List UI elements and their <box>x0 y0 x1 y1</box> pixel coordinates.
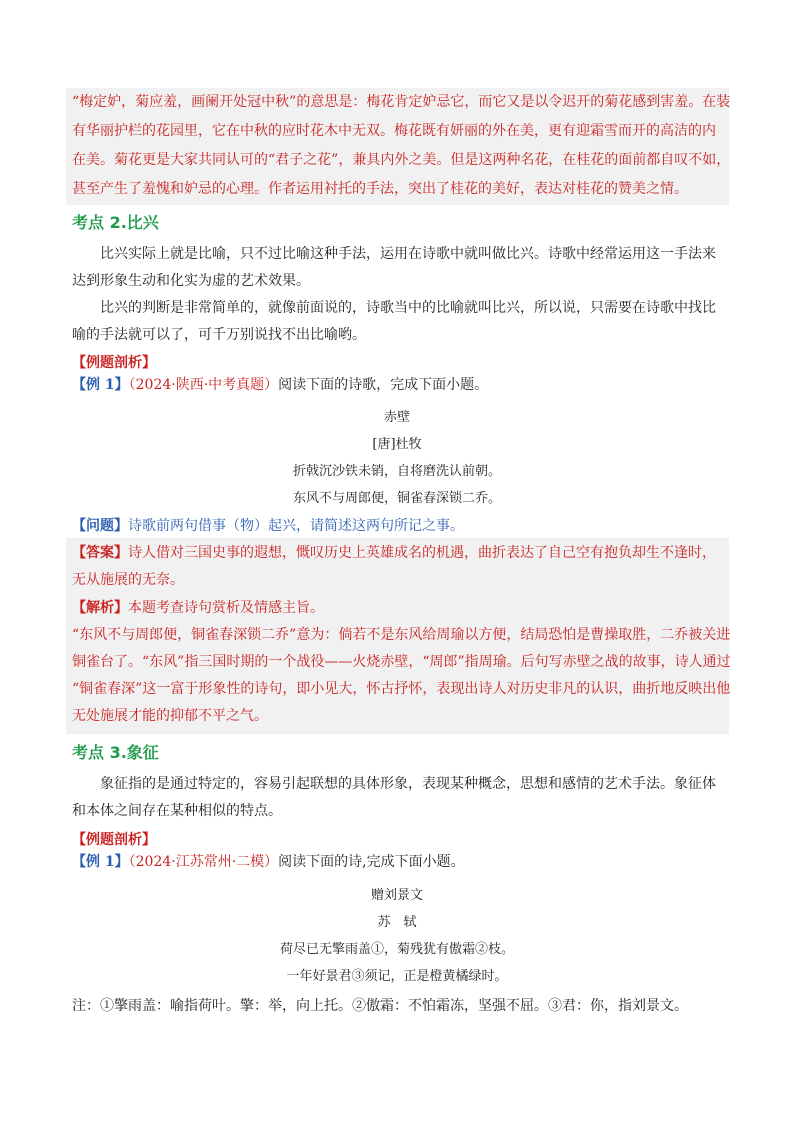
poem-2-title: 赠刘景文 <box>370 888 423 903</box>
poem-2-author: 苏 轼 <box>377 915 417 930</box>
analysis-detail-line-1: “东风不与周郎便，铜雀春深锁二乔”意为：倘若不是东风给周瑜以方便，结局恐怕是曹操取胜，二乔被关进 <box>72 627 731 643</box>
poem-author: [唐]杜牧 <box>372 437 422 452</box>
example-header: 【例题剖析】 <box>72 355 156 371</box>
poem-2-note: 注：①擎雨盖：喻指荷叶。擎：举，向上托。②傲霜：不怕霜冻，坚强不屈。③君：你，指刘景文。 <box>72 998 688 1014</box>
example-header-2: 【例题剖析】 <box>72 832 156 848</box>
xiangzheng-para-line-1: 象征指的是通过特定的，容易引起联想的具体形象，表现某种概念，思想和感情的艺术手法。象征体 <box>100 776 716 792</box>
question-text: 诗歌前两句借事（物）起兴，请简述这两句所记之事。 <box>128 518 464 534</box>
poem-2-line-1: 荷尽已无擎雨盖①，菊残犹有傲霜②枝。 <box>279 942 514 957</box>
poem-line-2: 东风不与周郎便，铜雀春深锁二乔。 <box>292 491 501 506</box>
xiangzheng-para-line-2: 和本体之间存在某种相似的特点。 <box>72 803 282 819</box>
example-2-tag: 【例 1】 <box>72 854 129 870</box>
analysis-tag: 【解析】 <box>72 600 128 616</box>
analysis-detail-line-2: 铜雀台了。“东风”指三国时期的一个战役——火烧赤壁，“周郎”指周瑜。后句写赤壁之战的故事，诗人通过 <box>72 654 731 670</box>
poem-2-line-2: 一年好景君③须记，正是橙黄橘绿时。 <box>286 969 508 984</box>
example-source: （2024·陕西·中考真题） <box>128 377 279 393</box>
example-tag: 【例 1】 <box>72 377 129 393</box>
answer-text: 诗人借对三国史事的遐想，慨叹历史上英雄成名的机遇，曲折表达了自己空有抱负却生不逢时， <box>128 545 716 561</box>
poem-line-1: 折戟沉沙铁未销，自将磨洗认前朝。 <box>292 464 501 479</box>
bixing-para2-line-1: 比兴的判断是非常简单的，就像前面说的，诗歌当中的比喻就叫比兴，所以说，只需要在诗歌中找比 <box>100 300 716 316</box>
bixing-para2-line-2: 喻的手法就可以了，可千万别说找不出比喻哟。 <box>72 327 366 343</box>
analysis-line-3: 在美。菊花更是大家共同认可的“君子之花”，兼具内外之美。但是这两种名花，在桂花的面前都自叹不如， <box>72 152 731 168</box>
example-1-intro <box>72 375 488 395</box>
example-2-instruction: 阅读下面的诗,完成下面小题。 <box>278 854 465 870</box>
analysis-line-2: 有华丽护栏的花园里，它在中秋的应时花木中无双。梅花既有妍丽的外在美，更有迎霜雪而开的高洁的内 <box>72 123 716 139</box>
analysis-intro-line <box>72 598 324 618</box>
answer-line-1 <box>72 543 716 563</box>
question-tag: 【问题】 <box>72 518 128 534</box>
example-instruction: 阅读下面的诗歌，完成下面小题。 <box>278 377 489 393</box>
analysis-first: 本题考查诗句赏析及情感主旨。 <box>128 600 324 616</box>
analysis-detail-line-4: 无处施展才能的抑郁不平之气。 <box>72 708 268 724</box>
poem-title: 赤壁 <box>383 410 410 425</box>
answer-line-2: 无从施展的无奈。 <box>72 572 184 588</box>
bixing-para1-line-1: 比兴实际上就是比喻，只不过比喻这种手法，运用在诗歌中就叫做比兴。诗歌中经常运用这一手法来 <box>100 246 716 262</box>
example-2-source: （2024·江苏常州·二模） <box>128 854 279 870</box>
example-2-intro <box>72 852 465 872</box>
section-heading-bixing: 考点 2.比兴 <box>72 213 159 232</box>
analysis-line-4: 甚至产生了羞愧和妒忌的心理。作者运用衬托的手法，突出了桂花的美好，表达对桂花的赞美之情。 <box>72 181 688 197</box>
answer-tag: 【答案】 <box>72 545 128 561</box>
analysis-detail-line-3: “铜雀春深”这一富于形象性的诗句，即小见大，怀古抒怀，表现出诗人对历史非凡的认识，曲折地反映出他 <box>72 681 731 697</box>
bixing-para1-line-2: 达到形象生动和化实为虚的艺术效果。 <box>72 273 310 289</box>
analysis-line-1: “梅定妒，菊应羞，画阑开处冠中秋”的意思是：梅花肯定妒忌它，而它又是以令迟开的菊花感到害羞。在装 <box>72 94 731 110</box>
question-line <box>72 516 464 536</box>
section-heading-xiangzheng: 考点 3.象征 <box>72 743 159 762</box>
